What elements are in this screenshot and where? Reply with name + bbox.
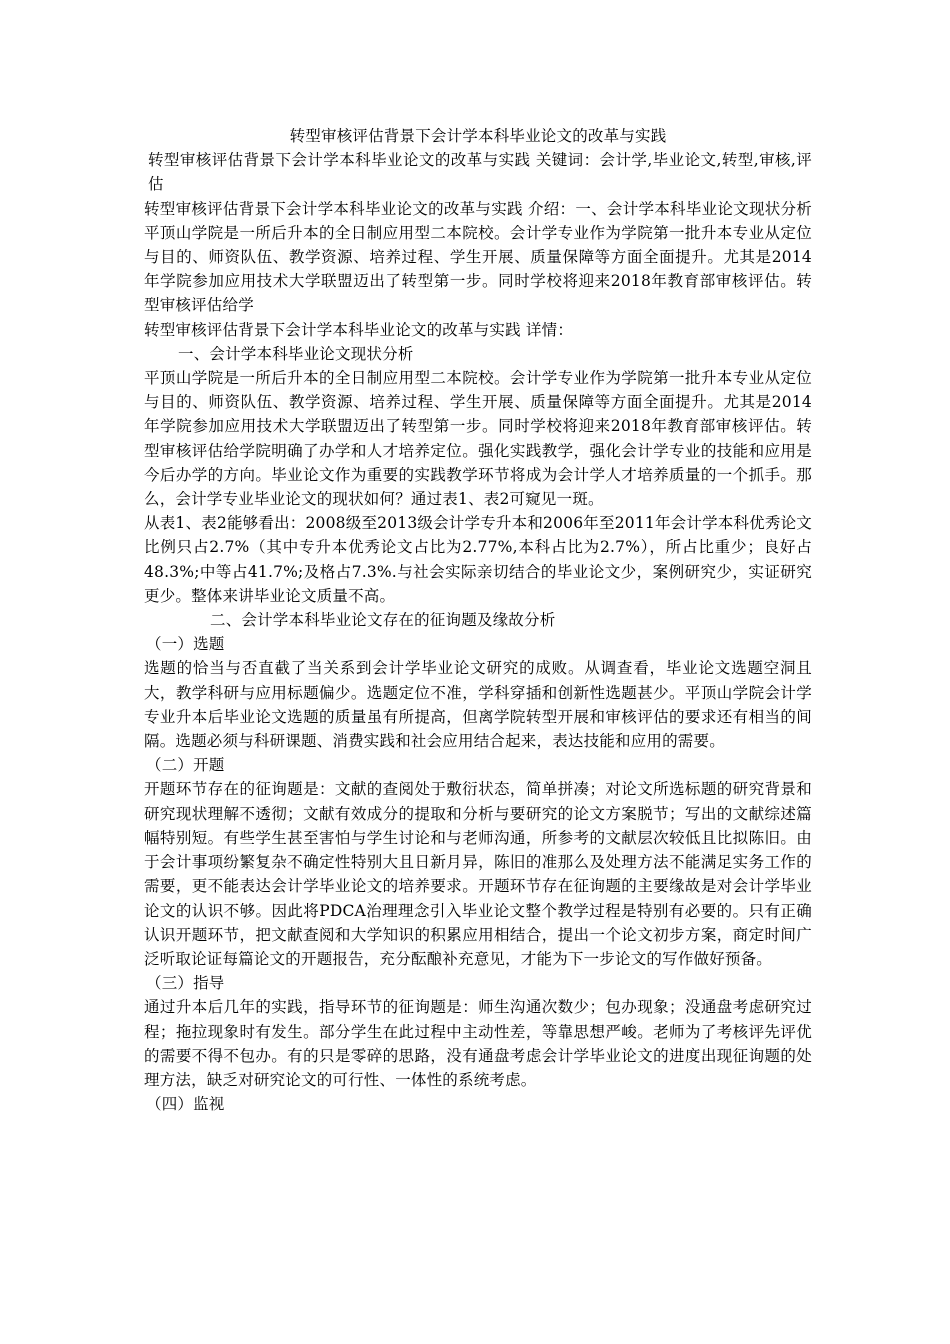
keywords-line: 转型审核评估背景下会计学本科毕业论文的改革与实践 关键词：会计学,毕业论文,转型,审核,评估 [148,151,812,194]
subsection-4-heading: （四）监视 [146,1095,225,1114]
section-1-paragraph-2: 从表1、表2能够看出：2008级至2013级会计学专升本和2006年至2011年会计学本科优秀论文比例只占2.7%（其中专升本优秀论文占比为2.77%,本科占比为2.7%），所占比重少；良好占48.3%;中等占41.7%;及格占7.3%.与社会实际亲切结合的毕业论文少，案例研究少，实证研究更少。整体来讲毕业论文质量不高。 [144,514,812,605]
subsection-3-heading: （三）指导 [146,974,225,993]
subsection-1-heading: （一）选题 [146,635,225,654]
subsection-2-paragraph: 开题环节存在的征询题是：文献的查阅处于敷衍状态，简单拼凑；对论文所选标题的研究背景和研究现状理解不透彻；文献有效成分的提取和分析与要研究的论文方案脱节；写出的文献综述篇幅特别短。有些学生甚至害怕与学生讨论和与老师沟通，所参考的文献层次较低且比拟陈旧。由于会计事项纷繁复杂不确定性特别大且日新月异，陈旧的准那么及处理方法不能满足实务工作的需要，更不能表达会计学毕业论文的培养要求。开题环节存在征询题的主要缘故是对会计学毕业论文的认识不够。因此将PDCA治理理念引入毕业论文整个教学过程是特别有必要的。只有正确认识开题环节，把文献查阅和大学知识的积累应用相结合，提出一个论文初步方案，商定时间广泛听取论证每篇论文的开题报告，充分酝酿补充意见，才能为下一步论文的写作做好预备。 [144,780,812,968]
document-title: 转型审核评估背景下会计学本科毕业论文的改革与实践 [289,127,667,145]
section-1-paragraph-1: 平顶山学院是一所后升本的全日制应用型二本院校。会计学专业作为学院第一批升本专业从定位与目的、师资队伍、教学资源、培养过程、学生开展、质量保障等方面全面提升。尤其是2014年学院参加应用技术大学联盟迈出了转型第一步。同时学校将迎来2018年教育部审核评估。转型审核评估给学院明确了办学和人才培养定位。强化实践教学，强化会计学专业的技能和应用是今后办学的方向。毕业论文作为重要的实践教学环节将成为会计学人才培养质量的一个抓手。那么，会计学专业毕业论文的现状如何？通过表1、表2可窥见一斑。 [144,369,812,509]
details-line: 转型审核评估背景下会计学本科毕业论文的改革与实践 详情： [144,320,574,339]
section-2-heading: 二、会计学本科毕业论文存在的征询题及缘故分析 [210,611,556,630]
intro-paragraph: 转型审核评估背景下会计学本科毕业论文的改革与实践 介绍：一、会计学本科毕业论文现状分析平顶山学院是一所后升本的全日制应用型二本院校。会计学专业作为学院第一批升本专业从定位与目的、师资队伍、教学资源、培养过程、学生开展、质量保障等方面全面提升。尤其是2014年学院参加应用技术大学联盟迈出了转型第一步。同时学校将迎来2018年教育部审核评估。转型审核评估给学 [144,199,812,315]
section-1-heading: 一、会计学本科毕业论文现状分析 [178,344,414,363]
subsection-1-paragraph: 选题的恰当与否直截了当关系到会计学毕业论文研究的成败。从调查看，毕业论文选题空洞且大，教学科研与应用标题偏少。选题定位不准，学科穿插和创新性选题甚少。平顶山学院会计学专业升本后毕业论文选题的质量虽有所提高，但离学院转型开展和审核评估的要求还有相当的间隔。选题必须与科研课题、消费实践和社会应用结合起来，表达技能和应用的需要。 [144,659,812,751]
subsection-3-paragraph: 通过升本后几年的实践，指导环节的征询题是：师生沟通次数少；包办现象；没通盘考虑研究过程；拖拉现象时有发生。部分学生在此过程中主动性差，等靠思想严峻。老师为了考核评先评优的需要不得不包办。有的只是零碎的思路，没有通盘考虑会计学毕业论文的进度出现征询题的处理方法，缺乏对研究论文的可行性、一体性的系统考虑。 [144,998,812,1089]
document-page [144,124,812,1116]
subsection-2-heading: （二）开题 [146,756,225,775]
